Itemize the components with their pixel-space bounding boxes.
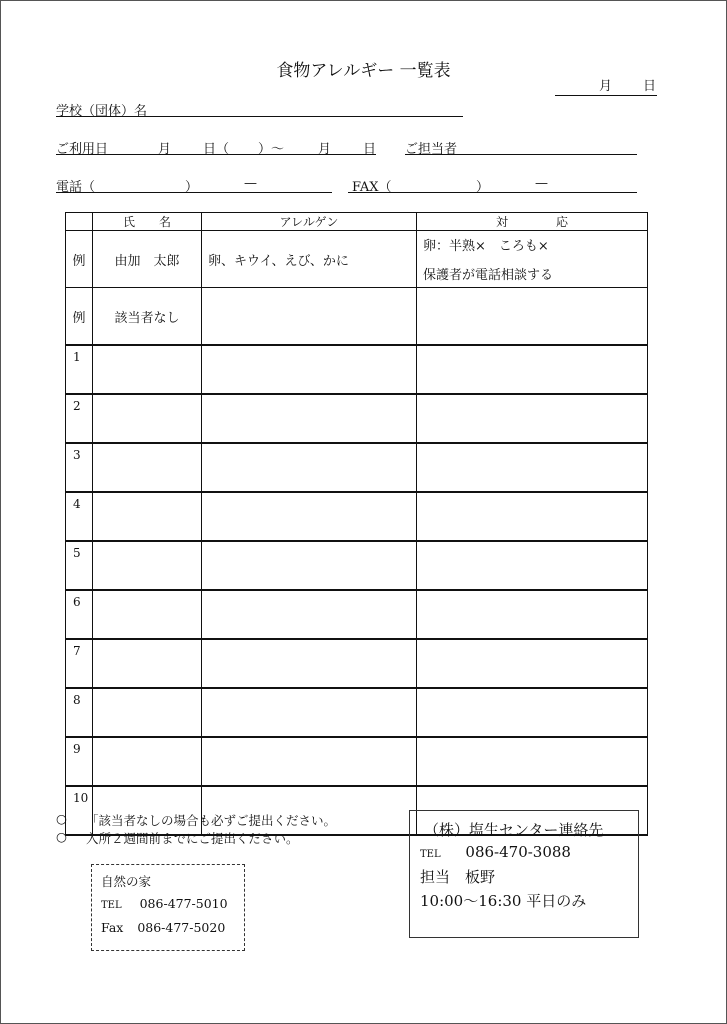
table-row xyxy=(66,345,648,394)
allergen-cell[interactable] xyxy=(202,541,417,590)
example-row xyxy=(66,231,648,288)
name-cell[interactable] xyxy=(93,394,202,443)
date-month-label: 月 xyxy=(599,79,613,94)
row-number: 1 xyxy=(66,345,93,394)
note-text: 「該当者なしの場合も必ずご提出ください。 xyxy=(86,813,337,828)
allergen-cell[interactable] xyxy=(202,492,417,541)
phone-close-label: ） xyxy=(185,180,199,195)
response-cell[interactable] xyxy=(417,492,648,541)
name-cell[interactable] xyxy=(93,443,202,492)
center-tel-row xyxy=(420,843,571,861)
example-response xyxy=(417,231,648,288)
row-number: 9 xyxy=(66,737,93,786)
table-row xyxy=(66,492,648,541)
example-no: 例 xyxy=(66,231,93,288)
allergen-cell[interactable] xyxy=(202,394,417,443)
header-name: 氏 名 xyxy=(93,213,202,231)
usage-day2-label: 日 xyxy=(363,142,377,157)
row-number: 4 xyxy=(66,492,93,541)
response-cell[interactable] xyxy=(417,394,648,443)
allergy-table xyxy=(65,212,648,836)
header-allergen: アレルゲン xyxy=(202,213,417,231)
fax-close-label: ） xyxy=(476,180,490,195)
center-tel: 086-470-3088 xyxy=(465,843,571,861)
response-cell[interactable] xyxy=(417,443,648,492)
phone-input[interactable] xyxy=(56,176,332,193)
response-cell[interactable] xyxy=(417,590,648,639)
name-cell[interactable] xyxy=(93,345,202,394)
response-cell[interactable] xyxy=(417,345,648,394)
usage-day1-label: 日（ xyxy=(203,142,230,157)
response-cell[interactable] xyxy=(417,737,648,786)
allergen-cell[interactable] xyxy=(202,639,417,688)
example-response-line2: 保護者が電話相談する xyxy=(423,268,554,283)
center-tel-label: TEL xyxy=(420,849,441,860)
table-header-row xyxy=(66,213,648,231)
row-number: 5 xyxy=(66,541,93,590)
example-name: 該当者なし xyxy=(93,288,202,346)
response-cell[interactable] xyxy=(417,688,648,737)
table-row xyxy=(66,443,648,492)
example-response xyxy=(417,288,648,346)
table-row xyxy=(66,688,648,737)
row-number: 10 xyxy=(66,786,93,835)
contact-person-input[interactable] xyxy=(405,138,637,155)
fax-input[interactable] xyxy=(348,176,637,193)
row-number: 2 xyxy=(66,394,93,443)
row-number: 3 xyxy=(66,443,93,492)
table-row xyxy=(66,394,648,443)
school-label: 学校（団体）名 xyxy=(56,104,148,119)
example-response-line1: 卵：半熟× ころも× xyxy=(423,239,549,254)
school-input[interactable] xyxy=(56,100,463,117)
note-bullet: ○ xyxy=(56,811,67,826)
phone-label: 電話（ xyxy=(56,180,96,195)
center-person: 担当 板野 xyxy=(420,868,496,886)
center-title: （株）塩生センター連絡先 xyxy=(424,821,604,839)
name-cell[interactable] xyxy=(93,492,202,541)
allergen-cell[interactable] xyxy=(202,443,417,492)
example-allergen: 卵、キウイ、えび、かに xyxy=(202,231,417,288)
name-cell[interactable] xyxy=(93,590,202,639)
usage-date-label: ご利用日 xyxy=(56,142,109,157)
row-number: 7 xyxy=(66,639,93,688)
name-cell[interactable] xyxy=(93,639,202,688)
name-cell[interactable] xyxy=(93,688,202,737)
contact-person-label: ご担当者 xyxy=(405,142,458,157)
facility-fax-row xyxy=(101,920,225,935)
facility-fax-label: Fax xyxy=(101,920,124,935)
facility-contact-box xyxy=(91,864,245,951)
facility-tel-label: TEL xyxy=(101,900,122,911)
note-text: 入所２週間前までにご提出ください。 xyxy=(86,831,299,846)
table-row xyxy=(66,737,648,786)
name-cell[interactable] xyxy=(93,541,202,590)
center-contact-box xyxy=(409,810,639,938)
facility-tel: 086-477-5010 xyxy=(139,896,228,911)
facility-name: 自然の家 xyxy=(101,874,152,889)
example-no: 例 xyxy=(66,288,93,346)
fax-dash: — xyxy=(535,176,548,191)
page-title: 食物アレルギー 一覧表 xyxy=(276,61,451,81)
facility-fax: 086-477-5020 xyxy=(137,920,226,935)
response-cell[interactable] xyxy=(417,639,648,688)
date-day-label: 日 xyxy=(643,79,657,94)
table-row xyxy=(66,541,648,590)
header-no xyxy=(66,213,93,231)
usage-date-input[interactable] xyxy=(56,138,376,155)
usage-range-label: ）〜 xyxy=(258,142,285,157)
row-number: 6 xyxy=(66,590,93,639)
example-allergen xyxy=(202,288,417,346)
phone-dash: — xyxy=(244,176,257,191)
allergen-cell[interactable] xyxy=(202,688,417,737)
header-response: 対 応 xyxy=(417,213,648,231)
allergen-cell[interactable] xyxy=(202,590,417,639)
allergen-cell[interactable] xyxy=(202,345,417,394)
example-row xyxy=(66,288,648,346)
row-number: 8 xyxy=(66,688,93,737)
table-row xyxy=(66,590,648,639)
example-name: 由加 太郎 xyxy=(93,231,202,288)
usage-month2-label: 月 xyxy=(318,142,332,157)
name-cell[interactable] xyxy=(93,737,202,786)
usage-month1-label: 月 xyxy=(158,142,172,157)
fax-label: FAX（ xyxy=(352,180,392,195)
center-hours: 10:00〜16:30 平日のみ xyxy=(420,892,587,910)
table-row xyxy=(66,639,648,688)
allergen-cell[interactable] xyxy=(202,737,417,786)
facility-tel-row xyxy=(101,896,228,911)
date-field[interactable] xyxy=(555,81,657,96)
response-cell[interactable] xyxy=(417,541,648,590)
note-bullet: ○ xyxy=(56,829,67,844)
